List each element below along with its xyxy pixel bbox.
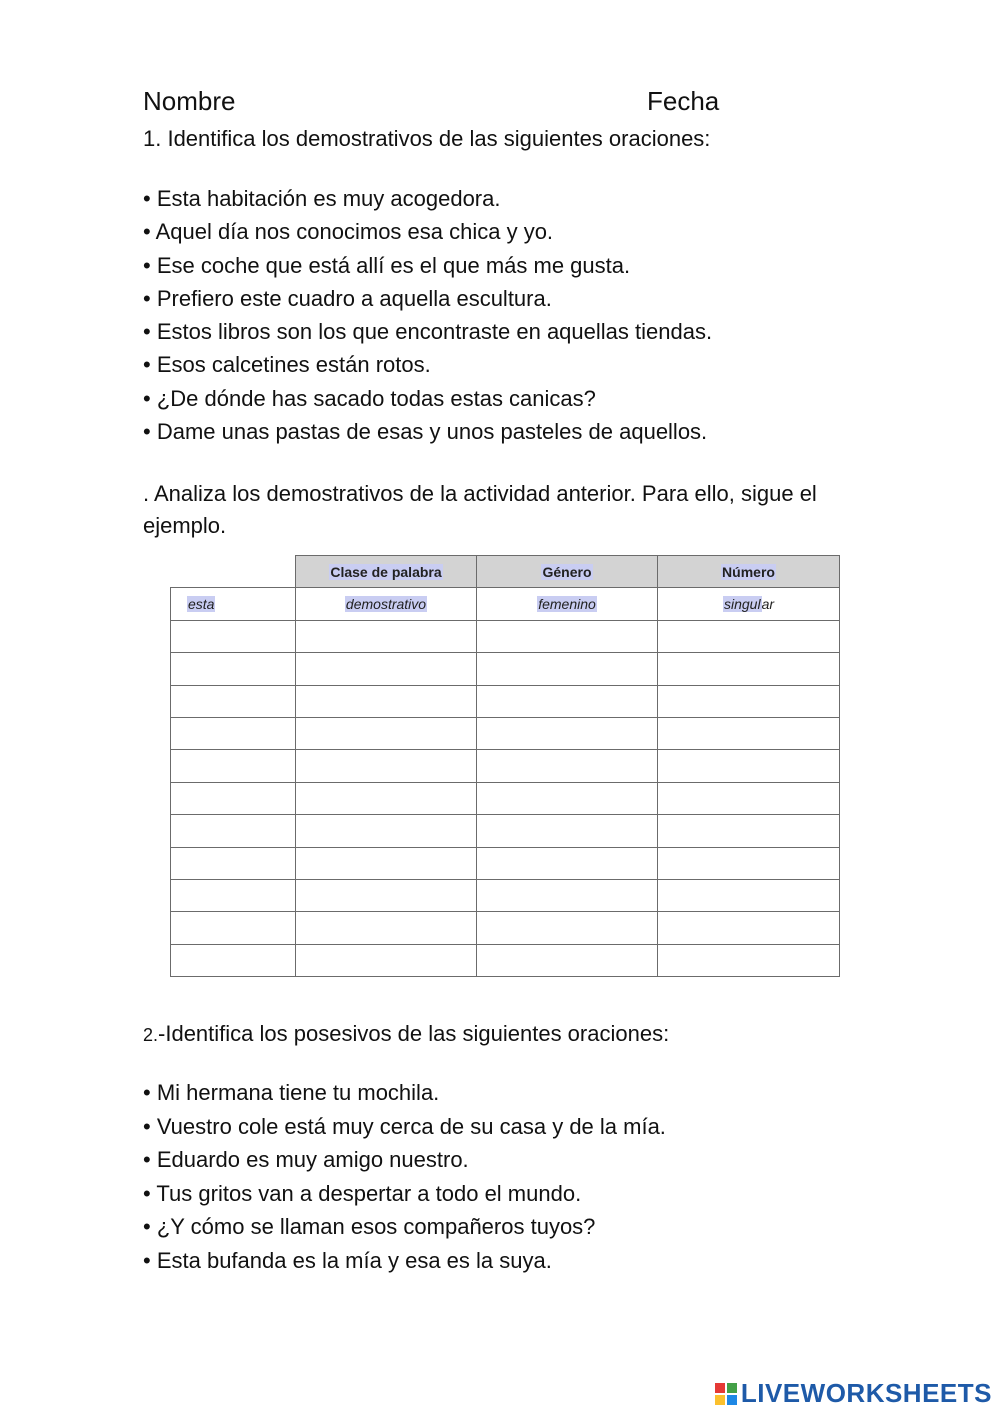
list-item: • Aquel día nos conocimos esa chica y yo.	[143, 219, 554, 245]
list-item: • Eduardo es muy amigo nuestro.	[143, 1147, 469, 1172]
header-clase: Clase de palabra	[296, 556, 477, 588]
table-row	[171, 912, 840, 944]
answer-cell[interactable]	[477, 815, 658, 847]
table-row	[171, 815, 840, 847]
answer-cell[interactable]	[171, 944, 296, 976]
list-item: • Esta habitación es muy acogedora.	[143, 186, 501, 211]
answer-cell[interactable]	[296, 815, 477, 847]
answer-cell[interactable]	[477, 944, 658, 976]
answer-cell[interactable]	[658, 879, 840, 911]
answer-cell[interactable]	[658, 620, 840, 652]
list-item: • Prefiero este cuadro a aquella escultura.	[143, 285, 552, 311]
answer-cell[interactable]	[658, 653, 840, 685]
answer-cell[interactable]	[171, 685, 296, 717]
answer-cell[interactable]	[658, 750, 840, 782]
answer-cell[interactable]	[658, 717, 840, 749]
answer-cell[interactable]	[171, 815, 296, 847]
list-item: • Vuestro cole está muy cerca de su casa y de la mía.	[143, 1113, 666, 1139]
answer-cell[interactable]	[477, 653, 658, 685]
answer-cell[interactable]	[296, 685, 477, 717]
header-numero: Número	[658, 556, 840, 588]
list-item: • Esos calcetines están rotos.	[143, 352, 431, 378]
answer-cell[interactable]	[658, 912, 840, 944]
answer-cell[interactable]	[171, 653, 296, 685]
table-row	[171, 847, 840, 879]
liveworksheets-logo	[715, 1378, 992, 1409]
possessives-sentence-list	[143, 1078, 666, 1279]
logo-blocks-icon	[715, 1383, 737, 1405]
answer-cell[interactable]	[477, 620, 658, 652]
answer-cell[interactable]	[171, 782, 296, 814]
list-item: • Esta bufanda es la mía y esa es la suya.	[143, 1247, 552, 1273]
answer-cell[interactable]	[296, 782, 477, 814]
table-row	[171, 685, 840, 717]
example-clase: demostrativo	[296, 588, 477, 620]
answer-cell[interactable]	[658, 685, 840, 717]
example-word: esta	[171, 588, 296, 620]
table-corner-cell	[171, 556, 296, 588]
list-item: • ¿Y cómo se llaman esos compañeros tuyos?	[143, 1214, 596, 1239]
table-row	[171, 750, 840, 782]
table-row	[171, 620, 840, 652]
header-genero: Género	[477, 556, 658, 588]
answer-cell[interactable]	[296, 847, 477, 879]
answer-cell[interactable]	[658, 782, 840, 814]
answer-cell[interactable]	[296, 912, 477, 944]
table-row	[171, 782, 840, 814]
table-row	[171, 879, 840, 911]
section2-title: 2.-Identifica los posesivos de las siguientes oraciones:	[143, 1021, 670, 1046]
example-genero: femenino	[477, 588, 658, 620]
answer-cell[interactable]	[296, 750, 477, 782]
answer-cell[interactable]	[477, 685, 658, 717]
list-item: • Mi hermana tiene tu mochila.	[143, 1080, 440, 1105]
answer-cell[interactable]	[296, 717, 477, 749]
answer-cell[interactable]	[477, 847, 658, 879]
list-item: • ¿De dónde has sacado todas estas canicas?	[143, 385, 596, 411]
answer-cell[interactable]	[477, 782, 658, 814]
logo-text: LIVEWORKSHEETS	[740, 1378, 992, 1408]
answer-cell[interactable]	[658, 815, 840, 847]
date-label: Fecha	[647, 86, 720, 116]
name-label: Nombre	[143, 86, 236, 116]
list-item: • Dame unas pastas de esas y unos pasteles de aquellos.	[143, 419, 708, 445]
demonstratives-sentence-list	[143, 184, 712, 450]
answer-cell[interactable]	[171, 847, 296, 879]
answer-cell[interactable]	[658, 847, 840, 879]
section1-title: 1. Identifica los demostrativos de las siguientes oraciones:	[143, 126, 711, 151]
answer-cell[interactable]	[658, 944, 840, 976]
answer-cell[interactable]	[171, 912, 296, 944]
answer-cell[interactable]	[296, 879, 477, 911]
list-item: • Tus gritos van a despertar a todo el mundo.	[143, 1180, 582, 1206]
analysis-table	[170, 555, 840, 977]
example-numero: singular	[658, 588, 840, 620]
answer-cell[interactable]	[477, 879, 658, 911]
answer-cell[interactable]	[171, 717, 296, 749]
list-item: • Ese coche que está allí es el que más me gusta.	[143, 252, 631, 278]
answer-cell[interactable]	[477, 717, 658, 749]
list-item: • Estos libros son los que encontraste en aquellas tiendas.	[143, 319, 713, 345]
example-row	[171, 588, 840, 620]
answer-cell[interactable]	[296, 944, 477, 976]
answer-cell[interactable]	[296, 620, 477, 652]
answer-cell[interactable]	[477, 750, 658, 782]
table-row	[171, 653, 840, 685]
answer-cell[interactable]	[477, 912, 658, 944]
answer-cell[interactable]	[171, 879, 296, 911]
answer-cell[interactable]	[296, 653, 477, 685]
table-row	[171, 717, 840, 749]
analysis-instruction: . Analiza los demostrativos de la actividad anterior. Para ello, sigue el ejemplo.	[143, 481, 817, 538]
answer-cell[interactable]	[171, 750, 296, 782]
table-row	[171, 944, 840, 976]
table-header-row	[171, 556, 840, 588]
answer-cell[interactable]	[171, 620, 296, 652]
